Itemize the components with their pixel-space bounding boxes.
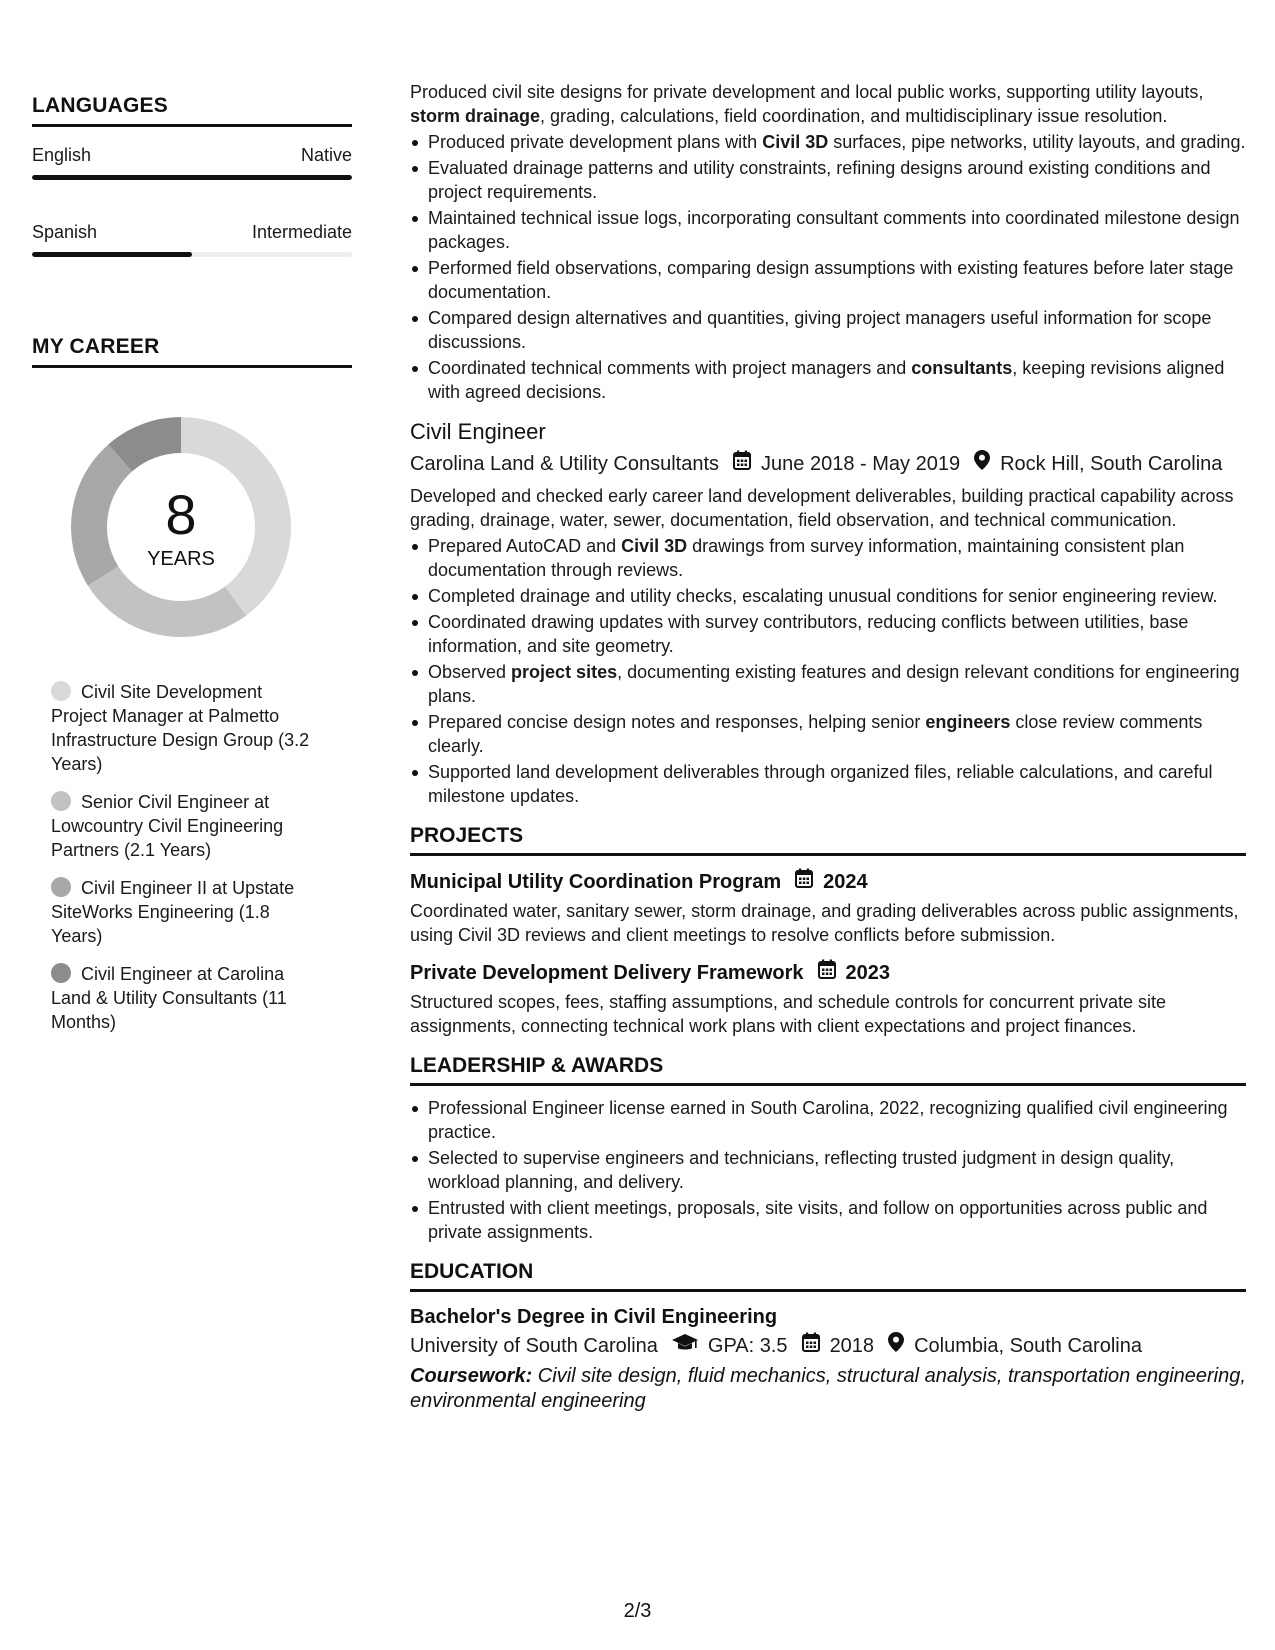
education-year: 2018 xyxy=(829,1335,875,1357)
bullet-item xyxy=(410,710,1246,758)
leadership-title: LEADERSHIP & AWARDS xyxy=(410,1054,1246,1086)
bullet-item: Professional Engineer license earned in South Carolina, 2022, recognizing qualified civil engineering practice. xyxy=(410,1096,1246,1144)
job-bullets xyxy=(410,534,1246,808)
language-proficiency-bar xyxy=(32,252,352,257)
legend-dot xyxy=(51,877,71,897)
bold-text: project sites xyxy=(511,662,618,682)
total-years-number: 8 xyxy=(165,483,197,546)
education-meta xyxy=(410,1332,1246,1360)
bullet-item xyxy=(410,130,1246,154)
career-section xyxy=(32,335,352,1034)
legend-label: Senior Civil Engineer at Lowcountry Civil Engineering Partners (2.1 Years) xyxy=(51,792,284,860)
bold-text: engineers xyxy=(925,712,1011,732)
bullet-item xyxy=(410,660,1246,708)
graduation-cap-icon xyxy=(672,1332,698,1360)
project-description: Structured scopes, fees, staffing assumptions, and schedule controls for concurrent private site assignments, connecting technical work plans with client expectations and project finances. xyxy=(410,992,1167,1036)
legend-item xyxy=(51,962,312,1034)
career-title: MY CAREER xyxy=(32,335,352,368)
project-year: 2023 xyxy=(845,961,891,984)
text: , keeping revisions aligned with agreed decisions. xyxy=(428,358,1225,402)
bullet-item xyxy=(410,356,1246,404)
bullet-item: Evaluated drainage patterns and utility constraints, refining designs around existing conditions and project requirements. xyxy=(410,156,1246,204)
project-title xyxy=(410,959,1246,986)
bullet-item: Coordinated drawing updates with survey contributors, reducing conflicts between utilities, base information, and site geometry. xyxy=(410,610,1246,658)
text: drawings from survey information, maintaining consistent plan documentation through reviews. xyxy=(428,536,1185,580)
legend-dot xyxy=(51,963,71,983)
education-title: EDUCATION xyxy=(410,1260,1246,1292)
bullet-item: Supported land development deliverables through organized files, reliable calculations, and careful milestone updates. xyxy=(410,760,1246,808)
donut-center xyxy=(66,412,296,642)
language-row xyxy=(32,145,352,166)
language-level: Native xyxy=(300,145,352,165)
calendar-icon xyxy=(802,1332,820,1360)
text: close review comments clearly. xyxy=(428,712,1203,756)
education-coursework xyxy=(410,1364,1246,1414)
map-pin-icon xyxy=(974,450,990,478)
job-dates: June 2018 - May 2019 xyxy=(761,453,961,475)
career-legend xyxy=(32,680,312,1034)
sidebar xyxy=(32,94,352,1048)
text: Observed xyxy=(428,662,512,682)
language-list xyxy=(32,145,352,257)
prev-job-bullets xyxy=(410,130,1246,404)
bullet-item: Maintained technical issue logs, incorporating consultant comments into coordinated milestone design packages. xyxy=(410,206,1246,254)
job-title: Civil Engineer xyxy=(410,419,546,444)
job-meta xyxy=(410,450,1246,478)
education-degree: Bachelor's Degree in Civil Engineering xyxy=(410,1306,778,1328)
projects-section xyxy=(410,824,1246,1038)
text: , grading, calculations, field coordination, and multidisciplinary issue resolution. xyxy=(540,106,1168,126)
bold-text: consultants xyxy=(911,358,1013,378)
job-company: Carolina Land & Utility Consultants xyxy=(410,453,720,475)
calendar-icon xyxy=(818,959,836,986)
legend-label: Civil Engineer II at Upstate SiteWorks Engineering (1.8 Years) xyxy=(51,878,295,946)
text: Prepared AutoCAD and xyxy=(428,536,622,556)
language-level: Intermediate xyxy=(251,222,352,242)
language-proficiency-fill xyxy=(32,252,192,257)
map-pin-icon xyxy=(888,1332,904,1360)
bullet-item xyxy=(410,534,1246,582)
language-proficiency-fill xyxy=(32,175,352,180)
language-name: Spanish xyxy=(32,222,98,242)
prev-job-intro xyxy=(410,80,1246,128)
legend-item xyxy=(51,680,312,776)
text: surfaces, pipe networks, utility layouts, and grading. xyxy=(828,132,1246,152)
job-entry xyxy=(410,418,1246,808)
bullet-item: Performed field observations, comparing design assumptions with existing features before later stage documentation. xyxy=(410,256,1246,304)
text: Prepared concise design notes and responses, helping senior xyxy=(428,712,926,732)
languages-section xyxy=(32,94,352,257)
prev-job-section xyxy=(410,80,1246,404)
education-location: Columbia, South Carolina xyxy=(914,1335,1142,1357)
page-number: 2/3 xyxy=(623,1600,652,1622)
leadership-bullets xyxy=(410,1096,1246,1244)
language-row xyxy=(32,222,352,243)
project-title xyxy=(410,868,1246,895)
project-name: Private Development Delivery Framework xyxy=(410,961,804,984)
bullet-item: Compared design alternatives and quantities, giving project managers useful information for scope discussions. xyxy=(410,306,1246,354)
coursework-text: Civil site design, fluid mechanics, structural analysis, transportation engineering, environmental engineering xyxy=(410,1365,1246,1412)
calendar-icon xyxy=(795,868,813,895)
bold-text: Civil 3D xyxy=(621,536,688,556)
total-years-label: YEARS xyxy=(147,548,215,570)
project-year: 2024 xyxy=(823,870,868,893)
legend-label: Civil Site Development Project Manager at Palmetto Infrastructure Design Group (3.2 Years) xyxy=(51,682,310,774)
legend-label: Civil Engineer at Carolina Land & Utility Consultants (11 Months) xyxy=(51,964,287,1032)
legend-item xyxy=(51,876,312,948)
projects-title: PROJECTS xyxy=(410,824,1246,856)
education-school: University of South Carolina xyxy=(410,1335,658,1357)
legend-dot xyxy=(51,791,71,811)
project-description: Coordinated water, sanitary sewer, storm drainage, and grading deliverables across public assignments, using Civil 3D reviews and client meetings to resolve conflicts before submission. xyxy=(410,901,1239,945)
language-item xyxy=(32,145,352,180)
bullet-item: Entrusted with client meetings, proposals, site visits, and follow on opportunities across public and private assignments. xyxy=(410,1196,1246,1244)
main-content xyxy=(410,80,1246,1414)
language-name: English xyxy=(32,145,92,165)
text: Coordinated technical comments with project managers and xyxy=(428,358,912,378)
leadership-section xyxy=(410,1054,1246,1244)
text: , documenting existing features and design relevant conditions for engineering plans. xyxy=(428,662,1240,706)
bold-text: Civil 3D xyxy=(762,132,829,152)
project-item xyxy=(410,868,1246,947)
language-item xyxy=(32,222,352,257)
career-donut-chart xyxy=(66,412,296,642)
bullet-item: Completed drainage and utility checks, escalating unusual conditions for senior engineering review. xyxy=(410,584,1246,608)
job-intro: Developed and checked early career land development deliverables, building practical capability across grading, drainage, water, sewer, documentation, field observation, and technical communication. xyxy=(410,486,1234,530)
project-name: Municipal Utility Coordination Program xyxy=(410,870,782,893)
bold-text: storm drainage xyxy=(410,106,541,126)
calendar-icon xyxy=(733,450,751,478)
education-gpa: GPA: 3.5 xyxy=(707,1335,788,1357)
legend-item xyxy=(51,790,312,862)
coursework-label: Coursework: xyxy=(410,1365,533,1387)
job-location: Rock Hill, South Carolina xyxy=(1000,453,1223,475)
text: Produced private development plans with xyxy=(428,132,763,152)
text: Produced civil site designs for private development and local public works, supporting utility layouts, xyxy=(410,82,1204,102)
education-section xyxy=(410,1260,1246,1414)
language-proficiency-bar xyxy=(32,175,352,180)
project-item xyxy=(410,959,1246,1038)
bullet-item: Selected to supervise engineers and technicians, reflecting trusted judgment in design quality, workload planning, and delivery. xyxy=(410,1146,1246,1194)
legend-dot xyxy=(51,681,71,701)
languages-title: LANGUAGES xyxy=(32,94,352,127)
